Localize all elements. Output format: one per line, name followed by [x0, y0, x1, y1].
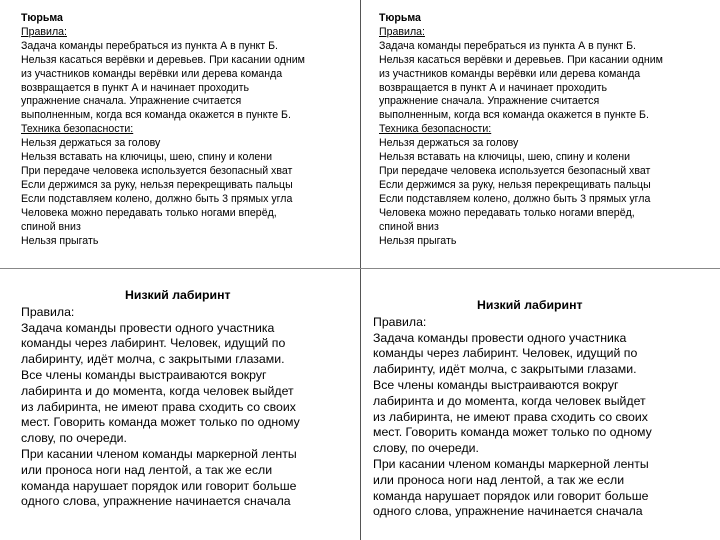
rules-line: Задача команды перебраться из пункта А в пункт Б.	[379, 39, 636, 52]
safety-line: Нельзя держаться за голову	[379, 137, 519, 150]
text-line: мест. Говорить команда может только по одному	[21, 415, 300, 430]
text-line: одного слова, упражнение начинается сначала	[21, 494, 291, 509]
text-line: команды через лабиринт. Человек, идущий по	[373, 346, 638, 361]
rules-line: Нельзя касаться верёвки и деревьев. При касании одним	[21, 53, 305, 66]
safety-label: Техника безопасности:	[21, 123, 134, 136]
rules-label: Правила:	[379, 25, 425, 38]
rules-line: выполненным, когда вся команда окажется в пункте Б.	[21, 109, 291, 122]
safety-line: Человека можно передавать только ногами вперёд,	[379, 206, 635, 219]
safety-line: Если держимся за руку, нельзя перекрещивать пальцы	[379, 178, 651, 191]
safety-line: Нельзя прыгать	[21, 234, 99, 247]
text-line: лабиринта и до момента, когда человек выйдет	[21, 383, 294, 398]
safety-line: Если подставляем колено, должно быть 3 прямых угла	[21, 192, 293, 205]
safety-line: При передаче человека используется безопасный хват	[379, 164, 651, 177]
text-line: При касании членом команды маркерной ленты	[21, 446, 297, 461]
safety-line: Если держимся за руку, нельзя перекрещивать пальцы	[21, 178, 293, 191]
text-line: лабиринту, идёт молча, с закрытыми глазами.	[373, 362, 637, 377]
text-line: из лабиринта, не имеют права сходить со своих	[373, 409, 648, 424]
text-line: команда нарушает порядок или говорит больше	[373, 488, 649, 503]
rules-line: из участников команды верёвки или дерева команда	[379, 67, 641, 80]
text-line: или проноса ноги над лентой, а так же если	[373, 472, 625, 487]
safety-line: Нельзя вставать на ключицы, шею, спину и колени	[21, 151, 273, 164]
labyrinth-card-right	[373, 298, 703, 520]
safety-line: спиной вниз	[21, 220, 81, 233]
text-line: слову, по очереди.	[373, 441, 479, 456]
safety-line: Человека можно передавать только ногами вперёд,	[21, 206, 277, 219]
text-line: Задача команды провести одного участника	[373, 330, 627, 345]
rules-line: Нельзя касаться верёвки и деревьев. При касании одним	[379, 53, 663, 66]
card-title: Низкий лабиринт	[477, 298, 583, 312]
safety-line: Нельзя прыгать	[379, 234, 457, 247]
text-line: лабиринта и до момента, когда человек выйдет	[373, 393, 646, 408]
card-title: Низкий лабиринт	[125, 288, 231, 302]
card-title: Тюрьма	[21, 12, 63, 24]
safety-line: При передаче человека используется безопасный хват	[21, 164, 293, 177]
safety-line: Нельзя вставать на ключицы, шею, спину и колени	[379, 151, 631, 164]
text-line: или проноса ноги над лентой, а так же если	[21, 462, 273, 477]
horizontal-divider	[0, 268, 720, 269]
rules-label: Правила:	[373, 314, 427, 329]
rules-label: Правила:	[21, 25, 67, 38]
text-line: команда нарушает порядок или говорит больше	[21, 478, 297, 493]
text-line: Все члены команды выстраиваются вокруг	[373, 377, 619, 392]
text-line: мест. Говорить команда может только по одному	[373, 425, 652, 440]
text-line: одного слова, упражнение начинается сначала	[373, 504, 643, 519]
rules-line: возвращается в пункт А и начинает проходить	[21, 81, 250, 94]
safety-line: Нельзя держаться за голову	[21, 137, 161, 150]
rules-line: из участников команды верёвки или дерева команда	[21, 67, 283, 80]
rules-line: возвращается в пункт А и начинает проходить	[379, 81, 608, 94]
text-line: из лабиринта, не имеют права сходить со своих	[21, 399, 296, 414]
rules-label: Правила:	[21, 304, 75, 319]
text-line: лабиринту, идёт молча, с закрытыми глазами.	[21, 352, 285, 367]
rules-line: Задача команды перебраться из пункта А в пункт Б.	[21, 39, 278, 52]
safety-label: Техника безопасности:	[379, 123, 492, 136]
text-line: Все члены команды выстраиваются вокруг	[21, 367, 267, 382]
text-line: команды через лабиринт. Человек, идущий по	[21, 336, 286, 351]
safety-line: спиной вниз	[379, 220, 439, 233]
text-line: слову, по очереди.	[21, 431, 127, 446]
prison-card-left	[21, 12, 361, 248]
labyrinth-card-left	[21, 288, 351, 510]
rules-line: упражнение сначала. Упражнение считается	[21, 95, 242, 108]
prison-card-right	[379, 12, 719, 248]
text-line: Задача команды провести одного участника	[21, 320, 275, 335]
safety-line: Если подставляем колено, должно быть 3 прямых угла	[379, 192, 651, 205]
rules-line: упражнение сначала. Упражнение считается	[379, 95, 600, 108]
text-line: При касании членом команды маркерной ленты	[373, 456, 649, 471]
rules-line: выполненным, когда вся команда окажется в пункте Б.	[379, 109, 649, 122]
card-title: Тюрьма	[379, 12, 421, 24]
